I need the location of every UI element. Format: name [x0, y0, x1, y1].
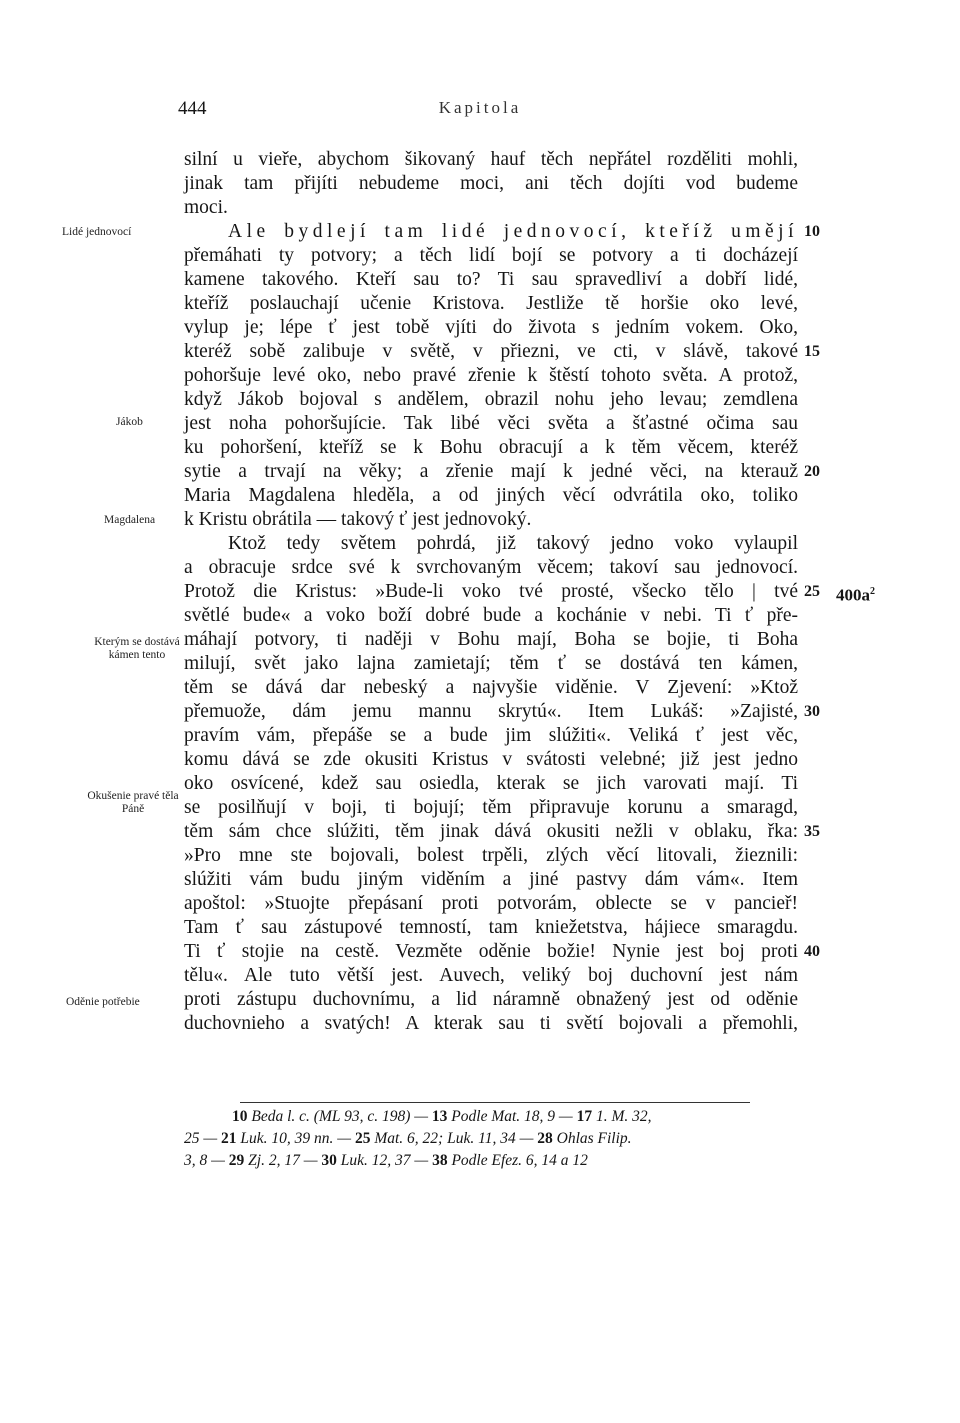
text-line: silní u vieře, abychom šikovaný hauf těch nepřátel rozděliti mohli, — [184, 149, 798, 170]
footnote-line: 25 — 21 Luk. 10, 39 nn. — 25 Mat. 6, 22; Luk. 11, 34 — 28 Ohlas Filip. — [184, 1130, 632, 1147]
page-number: 444 — [178, 98, 207, 119]
text-line: vylup je; lépe ť jest tobě vjíti do života s jedním vokem. Oko, — [184, 317, 798, 338]
manuscript-reference: $400a^2$ — [836, 585, 875, 605]
text-line: jinak tam přijíti nebudeme moci, ani těch dojíti vod budeme — [184, 173, 798, 194]
text-line: pohoršuje levé oko, nebo pravé zřenie k štěstí tohoto světa. A protož, — [184, 365, 798, 386]
text-line: moci. — [184, 197, 228, 218]
margin-note: Lidé jednovocí — [62, 226, 132, 238]
text-line: když Jákob bojoval s andělem, obrazil nohu jeho levau; zemdlena — [184, 389, 798, 410]
line-number: 10 — [804, 223, 820, 240]
text-line: jest noha pohoršujície. Tak libé věci světa a šťastné očima sau — [184, 413, 798, 434]
text-line: Maria Magdalena hleděla, a od jiných věcí odvrátila oko, toliko — [184, 485, 798, 506]
text-line: těm se dává dar nebeský a najvyšie viděnie. V Zjevení: »Ktož — [184, 677, 798, 698]
text-line: tělu«. Ale tuto větší jest. Auvech, veliký boj duchovní jest nám — [184, 965, 798, 986]
text-line: apoštol: »Stuojte přepásaní proti potvorám, oblecte se v pancieř! — [184, 893, 798, 914]
text-line: oko osvícené, kdež sau osiedla, kterak se jich varovati mají. Ti — [184, 773, 798, 794]
text-line: těm sám chce slúžiti, těm jinak dává okusiti nežli v oblaku, řka: — [184, 821, 798, 842]
text-line: kamene takového. Kteří sau to? Ti sau spravedliví a dobří lidé, — [184, 269, 798, 290]
text-line: Ale bydlejí tam lidé jednovocí, kteříž umějí — [228, 221, 798, 242]
text-line: kteříž poslauchají učenie Kristova. Jestliže tě horšie oko levé, — [184, 293, 798, 314]
text-line: ku pohoršení, kteříž se k Bohu obracují a k těm věcem, kteréž — [184, 437, 798, 458]
line-number: 35 — [804, 823, 820, 840]
text-line: sytie a trvají na věky; a zřenie mají k jedné věci, na kterauž — [184, 461, 798, 482]
text-line: »Pro mne ste bojovali, bolest trpěli, zlých věcí litovali, žieznili: — [184, 845, 798, 866]
line-number: 25 — [804, 583, 820, 600]
text-line: komu dává se zde okusiti Kristus v svátosti velebné; již jest jedno — [184, 749, 798, 770]
footnote-divider — [240, 1102, 750, 1103]
text-line: Ti ť stojie na cestě. Vezměte oděnie božie! Nynie jest boj proti — [184, 941, 798, 962]
text-line: přemáhati ty potvory; a těch lidí bojí se potvory a ti docházejí — [184, 245, 798, 266]
text-line: slúžiti vám budu jiným viděním a jiné pastvy dám vám«. Item — [184, 869, 798, 890]
text-line: Tam ť sau zástupové temností, tam kniežetstva, hájiece smaragdu. — [184, 917, 798, 938]
margin-note: Oděnie potřebie — [66, 996, 140, 1008]
margin-note: Kterým se dostává kámen tento — [94, 636, 180, 661]
margin-note: Okušenie pravé těla Páně — [87, 790, 179, 815]
text-line: duchovnieho a svatých! A kterak sau ti světí bojovali a přemohli, — [184, 1013, 798, 1034]
line-number: 20 — [804, 463, 820, 480]
running-title: Kapitola — [438, 98, 522, 117]
margin-note: Jákob — [116, 416, 143, 428]
text-line: přemuože, dám jemu mannu skrytú«. Item Lukáš: »Zajisté, — [184, 701, 798, 722]
text-line: a obracuje srdce své k svrchovaným věcem; takoví sau jednovocí. — [184, 557, 798, 578]
text-line: proti zástupu duchovnímu, a lid náramně obnažený jest od oděnie — [184, 989, 798, 1010]
margin-note: Magdalena — [104, 514, 156, 526]
text-line: máhají potvory, ti naději v Bohu mají, Boha se bojie, ti Boha — [184, 629, 798, 650]
text-line: milují, svět jako lajna zamietají; těm ť se dostává ten kámen, — [184, 653, 798, 674]
text-line: pravím vám, přepáše se a bude jim slúžiti«. Veliká ť jest věc, — [184, 725, 798, 746]
line-number: 15 — [804, 343, 820, 360]
text-line: Ktož tedy světem pohrdá, již takový jedno voko vylaupil — [228, 533, 798, 554]
line-number: 40 — [804, 943, 820, 960]
text-line: k Kristu obrátila — takový ť jest jednovoký. — [184, 509, 532, 530]
page-header — [0, 98, 960, 128]
text-line: kteréž sobě zalibuje v světě, v přiezni, ve cti, v slávě, takové — [184, 341, 798, 362]
text-line: Protož die Kristus: »Bude-li voko tvé prosté, všecko tělo | tvé — [184, 581, 798, 602]
footnote-line: 10 Beda l. c. (ML 93, c. 198) — 13 Podle Mat. 18, 9 — 17 1. M. 32, — [232, 1108, 652, 1125]
text-line: se posilňují v boji, ti bojují; těm připravuje korunu a smaragd, — [184, 797, 798, 818]
footnote-line: 3, 8 — 29 Zj. 2, 17 — 30 Luk. 12, 37 — 38 Podle Efez. 6, 14 a 12 — [184, 1152, 588, 1169]
text-line: světlé bude« a voko boží dobré bude a kochánie v nebi. Ti ť pře- — [184, 605, 798, 626]
line-number: 30 — [804, 703, 820, 720]
